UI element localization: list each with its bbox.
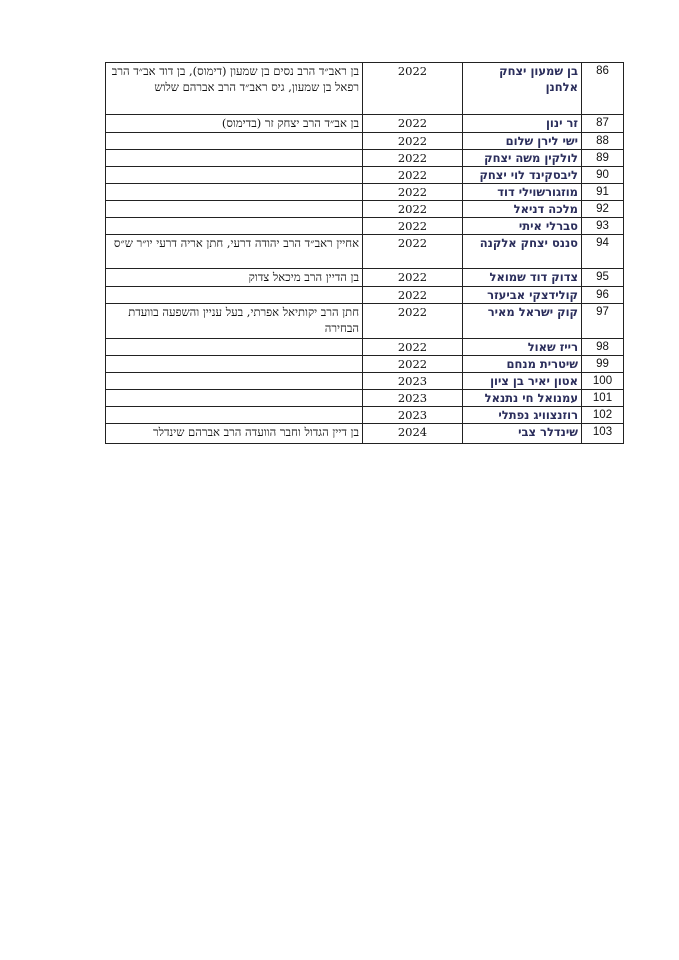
year-cell: 2022 (363, 356, 463, 373)
notes-cell (106, 201, 363, 218)
name-cell: רייז שאול (463, 339, 582, 356)
table-row (106, 356, 624, 373)
year-cell: 2022 (363, 167, 463, 184)
year-cell: 2022 (363, 115, 463, 133)
name-cell: עמנואל חי נתנאל (463, 390, 582, 407)
row-number-cell: 94 (582, 235, 624, 269)
year-cell: 2022 (363, 201, 463, 218)
name-cell: מלכה דניאל (463, 201, 582, 218)
notes-cell (106, 390, 363, 407)
name-cell: זר ינון (463, 115, 582, 133)
table-row (106, 235, 624, 269)
row-number-cell: 101 (582, 390, 624, 407)
year-cell: 2022 (363, 218, 463, 235)
notes-cell (106, 407, 363, 424)
name-cell: שיטרית מנחם (463, 356, 582, 373)
notes-cell: בן ראב״ד הרב נסים בן שמעון (דימוס), בן דוד אב״ד הרב רפאל בן שמעון, גיס ראב״ד הרב אברהם שלוש (106, 63, 363, 115)
name-cell: סברלי איתי (463, 218, 582, 235)
year-cell: 2022 (363, 235, 463, 269)
year-cell: 2022 (363, 287, 463, 304)
table-row (106, 339, 624, 356)
row-number-cell: 87 (582, 115, 624, 133)
notes-cell (106, 133, 363, 150)
table-row (106, 167, 624, 184)
row-number-cell: 96 (582, 287, 624, 304)
year-cell: 2023 (363, 373, 463, 390)
notes-cell: בן הדיין הרב מיכאל צדוק (106, 269, 363, 287)
table-row (106, 287, 624, 304)
year-cell: 2022 (363, 339, 463, 356)
row-number-cell: 86 (582, 63, 624, 115)
name-cell: צדוק דוד שמואל (463, 269, 582, 287)
row-number-cell: 89 (582, 150, 624, 167)
row-number-cell: 103 (582, 424, 624, 444)
notes-cell: אחיין ראב״ד הרב יהודה דרעי, חתן אריה דרעי יו״ר ש״ס (106, 235, 363, 269)
name-cell: ישי לירן שלום (463, 133, 582, 150)
name-cell: בן שמעון יצחק אלחנן (463, 63, 582, 115)
table-row (106, 184, 624, 201)
table-row (106, 269, 624, 287)
row-number-cell: 93 (582, 218, 624, 235)
notes-cell (106, 373, 363, 390)
row-number-cell: 88 (582, 133, 624, 150)
notes-cell (106, 218, 363, 235)
notes-cell (106, 167, 363, 184)
notes-cell: בן דיין הגדול וחבר הוועדה הרב אברהם שינדלר (106, 424, 363, 444)
name-cell: לולקין משה יצחק (463, 150, 582, 167)
name-cell: קוק ישראל מאיר (463, 304, 582, 339)
year-cell: 2022 (363, 304, 463, 339)
year-cell: 2023 (363, 407, 463, 424)
year-cell: 2022 (363, 133, 463, 150)
table-row (106, 63, 624, 115)
row-number-cell: 97 (582, 304, 624, 339)
row-number-cell: 90 (582, 167, 624, 184)
notes-cell (106, 339, 363, 356)
notes-cell (106, 356, 363, 373)
name-cell: רוזנצוויג נפתלי (463, 407, 582, 424)
judges-table-body (106, 63, 624, 444)
judges-table (105, 62, 624, 444)
name-cell: אטון יאיר בן ציון (463, 373, 582, 390)
notes-cell (106, 184, 363, 201)
table-row (106, 201, 624, 218)
table-row (106, 407, 624, 424)
row-number-cell: 91 (582, 184, 624, 201)
year-cell: 2024 (363, 424, 463, 444)
year-cell: 2022 (363, 63, 463, 115)
year-cell: 2022 (363, 150, 463, 167)
name-cell: מוזגורשוילי דוד (463, 184, 582, 201)
table-row (106, 390, 624, 407)
row-number-cell: 95 (582, 269, 624, 287)
name-cell: קולידצקי אביעזר (463, 287, 582, 304)
table-row (106, 424, 624, 444)
year-cell: 2023 (363, 390, 463, 407)
table-row (106, 218, 624, 235)
name-cell: סננס יצחק אלקנה (463, 235, 582, 269)
name-cell: שינדלר צבי (463, 424, 582, 444)
table-row (106, 373, 624, 390)
notes-cell (106, 150, 363, 167)
year-cell: 2022 (363, 184, 463, 201)
notes-cell (106, 287, 363, 304)
table-row (106, 115, 624, 133)
name-cell: ליבסקינד לוי יצחק (463, 167, 582, 184)
table-row (106, 150, 624, 167)
year-cell: 2022 (363, 269, 463, 287)
row-number-cell: 99 (582, 356, 624, 373)
row-number-cell: 100 (582, 373, 624, 390)
notes-cell: בן אב״ד הרב יצחק זר (בדימוס) (106, 115, 363, 133)
table-row (106, 133, 624, 150)
row-number-cell: 98 (582, 339, 624, 356)
table-row (106, 304, 624, 339)
notes-cell: חתן הרב יקותיאל אפרתי, בעל עניין והשפעה בוועדת הבחירה (106, 304, 363, 339)
row-number-cell: 102 (582, 407, 624, 424)
row-number-cell: 92 (582, 201, 624, 218)
